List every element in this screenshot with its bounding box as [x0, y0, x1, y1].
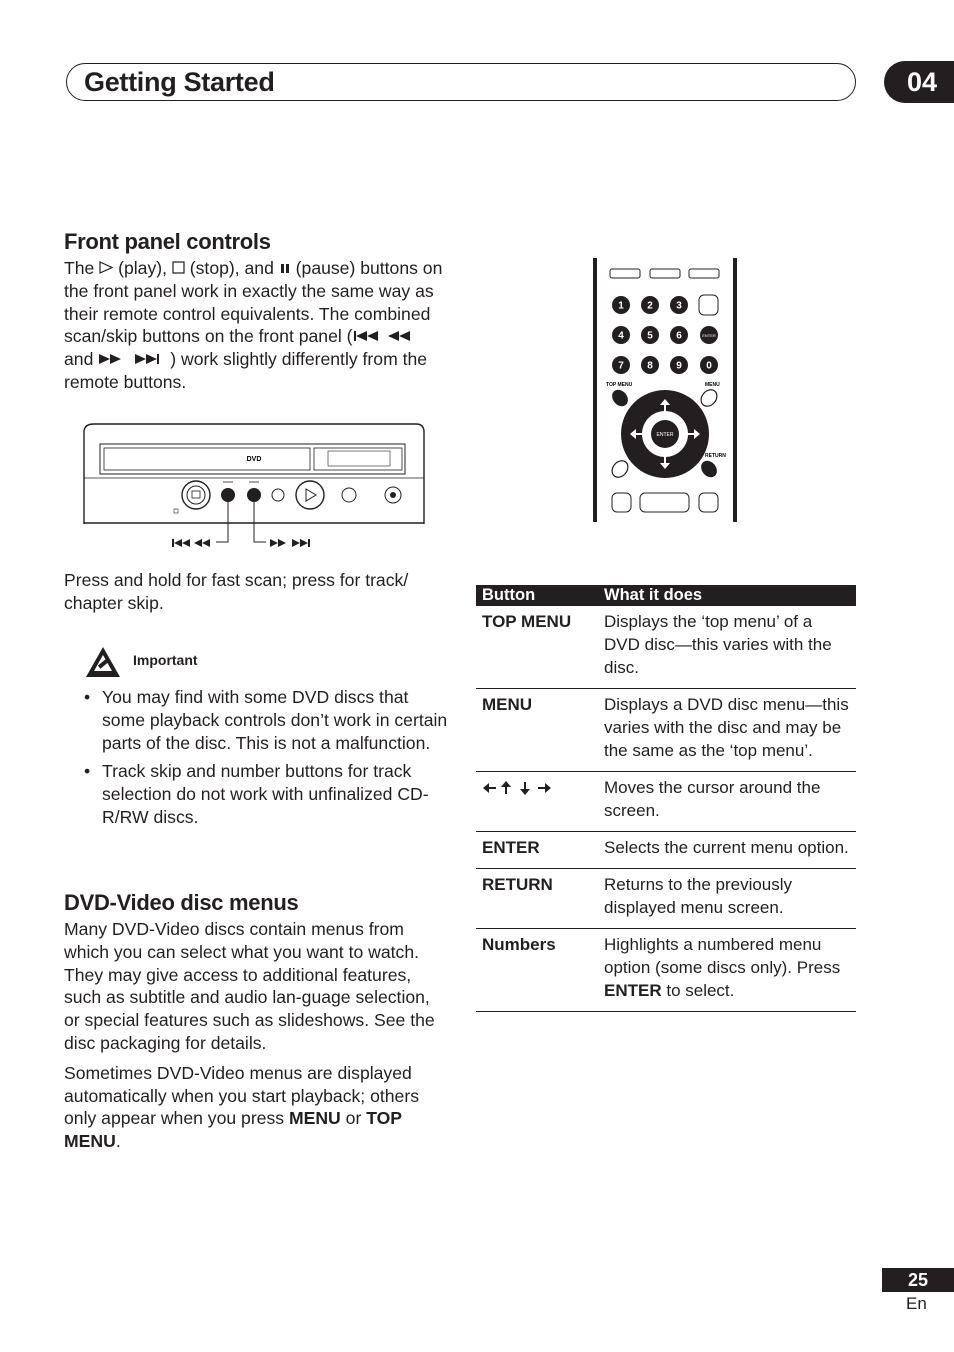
skip-scan-forward-icon	[98, 353, 170, 365]
dvd-menus-heading: DVD-Video disc menus	[64, 890, 299, 915]
chapter-number: 04	[884, 61, 954, 103]
table-row	[476, 689, 856, 772]
page-language: En	[906, 1294, 927, 1313]
front-panel-paragraph: The (play), (stop), and (pause) buttons on the front panel work in exactly the same way as their remote control equivalents. The combined scan/skip buttons on the front panel ( and ) work slightly differently from the remote buttons.	[64, 258, 443, 392]
cursor-arrows-icon	[482, 780, 554, 796]
enter-label: ENTER	[656, 432, 674, 438]
remote-control-illustration	[590, 255, 742, 527]
dvd-menus-paragraph-1: Many DVD-Video discs contain menus from which you can select what you want to watch. They may give access to additional features, such as subtitle and audio lan-guage selection, or special features such as slideshows. See the disc packaging for details.	[64, 919, 435, 1053]
important-notes	[64, 686, 448, 835]
table-row	[476, 606, 856, 689]
dvd-logo: DVD	[246, 456, 262, 463]
table-header-button: Button	[476, 585, 598, 606]
pause-icon	[279, 263, 291, 274]
scan-caption: Press and hold for fast scan; press for track/ chapter skip.	[64, 570, 409, 613]
important-bullet: • You may find with some DVD discs that some playback controls don’t work in certain parts of the disc. This is not a malfunction.	[84, 687, 448, 753]
skip-scan-back-icon	[353, 330, 415, 342]
table-cell-button: RETURN	[476, 869, 598, 929]
dvd-menus-text	[64, 918, 448, 1160]
table-cell-description: Displays the ‘top menu’ of a DVD disc—this varies with the disc.	[598, 606, 856, 689]
table-cell-button: TOP MENU	[476, 606, 598, 689]
front-panel-heading: Front panel controls	[64, 229, 271, 254]
digit-label: 9	[676, 360, 682, 372]
table-cell-description: Highlights a numbered menu option (some discs only). Press ENTER to select.	[598, 929, 856, 1012]
digit-label: 5	[647, 330, 653, 342]
table-cell-description: Selects the current menu option.	[598, 832, 856, 869]
important-warning-icon	[84, 645, 122, 679]
menu-label: MENU	[705, 382, 720, 388]
table-row	[476, 869, 856, 929]
table-cell-button: ENTER	[476, 832, 598, 869]
table-cell-description: Returns to the previously displayed menu screen.	[598, 869, 856, 929]
table-row	[476, 832, 856, 869]
table-header-row	[476, 585, 856, 606]
top-menu-label: TOP MENU	[606, 382, 633, 388]
table-cell-description: Displays a DVD disc menu—this varies with the disc and may be the same as the ‘top menu’.	[598, 689, 856, 772]
digit-label: 0	[706, 360, 712, 372]
stop-icon	[172, 261, 185, 274]
dvd-menus-paragraph-2: Sometimes DVD-Video menus are displayed automatically when you start playback; others only appear when you press MENU or TOP MENU.	[64, 1062, 419, 1152]
return-label: RETURN	[705, 453, 726, 459]
play-icon	[99, 261, 113, 274]
digit-label: 1	[618, 300, 624, 312]
table-cell-button: Numbers	[476, 929, 598, 1012]
enter-small-label: ENTER	[702, 333, 716, 338]
digit-label: 7	[618, 360, 624, 372]
digit-label: 3	[676, 300, 682, 312]
table-cell-button: MENU	[476, 689, 598, 772]
front-panel-illustration	[80, 420, 430, 555]
table-cell-button	[476, 772, 598, 832]
digit-label: 4	[618, 330, 624, 342]
table-row	[476, 772, 856, 832]
digit-label: 6	[676, 330, 682, 342]
digit-label: 2	[647, 300, 653, 312]
table-cell-description: Moves the cursor around the screen.	[598, 772, 856, 832]
table-row	[476, 929, 856, 1012]
button-functions-table	[476, 585, 856, 1012]
chapter-title: Getting Started	[84, 67, 275, 97]
page-number: 25	[882, 1268, 954, 1292]
important-bullet: • Track skip and number buttons for track selection do not work with unfinalized CD-R/RW discs.	[84, 761, 429, 827]
digit-label: 8	[647, 360, 653, 372]
important-label: Important	[133, 652, 198, 668]
table-header-description: What it does	[598, 585, 856, 606]
